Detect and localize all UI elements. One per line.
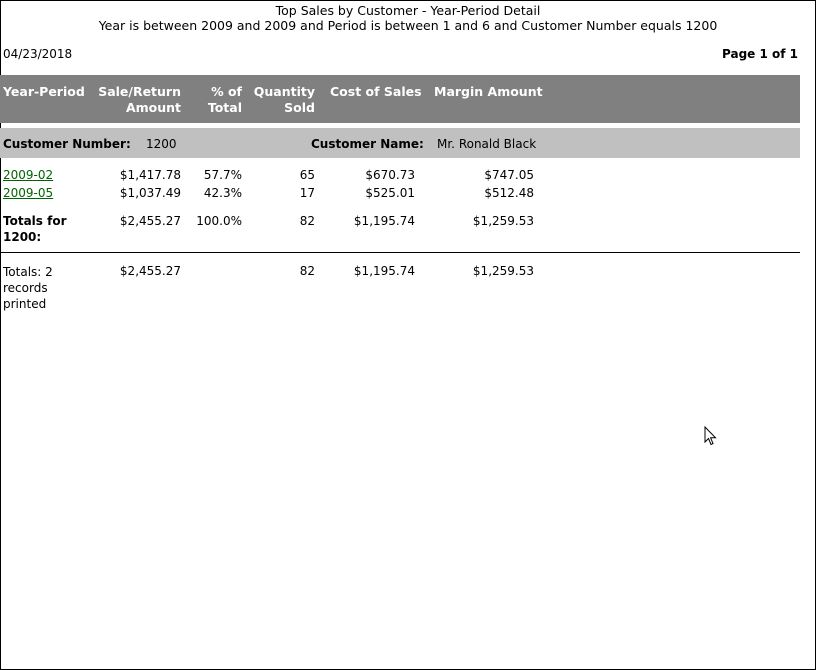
report-title: Top Sales by Customer - Year-Period Detail	[275, 3, 541, 18]
page-number: Page 1 of 1	[722, 47, 798, 61]
row-margin: $747.05	[484, 168, 534, 182]
customer-totals-label: Totals for 1200:	[3, 214, 67, 244]
col-header-cost-of-sales: Cost of Sales	[330, 84, 422, 99]
customer-name: Mr. Ronald Black	[437, 137, 537, 151]
col-header-year-period: Year-Period	[3, 84, 85, 99]
customer-number-label: Customer Number:	[3, 137, 131, 151]
row-pct: 42.3%	[203, 186, 242, 200]
customer-totals-margin: $1,259.53	[472, 214, 534, 228]
customer-number: 1200	[146, 137, 177, 151]
row-qty: 65	[299, 168, 315, 182]
row-qty: 17	[299, 186, 315, 200]
totals-divider	[0, 252, 800, 253]
grand-totals-cost: $1,195.74	[353, 264, 415, 278]
customer-totals-qty: 82	[299, 214, 315, 228]
period-link-2009-02[interactable]: 2009-02	[3, 168, 54, 182]
customer-totals-pct: 100.0%	[196, 214, 242, 228]
row-cost: $525.01	[365, 186, 415, 200]
row-amount: $1,417.78	[119, 168, 181, 182]
grand-totals-qty: 82	[299, 264, 315, 278]
row-amount: $1,037.49	[119, 186, 181, 200]
report-date: 04/23/2018	[3, 47, 73, 61]
customer-name-label: Customer Name:	[311, 137, 424, 151]
row-cost: $670.73	[365, 168, 415, 182]
grand-totals-margin: $1,259.53	[472, 264, 534, 278]
customer-totals-cost: $1,195.74	[353, 214, 415, 228]
row-pct: 57.7%	[203, 168, 242, 182]
col-header-sale-return: Sale/Return Amount	[98, 84, 181, 115]
period-link-2009-05[interactable]: 2009-05	[3, 186, 54, 200]
mouse-cursor-icon	[704, 426, 718, 446]
report-criteria: Year is between 2009 and 2009 and Period is between 1 and 6 and Customer Number equals 1200	[98, 18, 718, 33]
col-header-quantity-sold: Quantity Sold	[253, 84, 315, 115]
grand-totals-label: Totals: 2 records printed	[3, 265, 53, 311]
col-header-pct-total: % of Total	[207, 84, 242, 115]
grand-totals-amount: $2,455.27	[119, 264, 181, 278]
row-margin: $512.48	[484, 186, 534, 200]
col-header-margin-amount: Margin Amount	[434, 84, 543, 99]
customer-totals-amount: $2,455.27	[119, 214, 181, 228]
